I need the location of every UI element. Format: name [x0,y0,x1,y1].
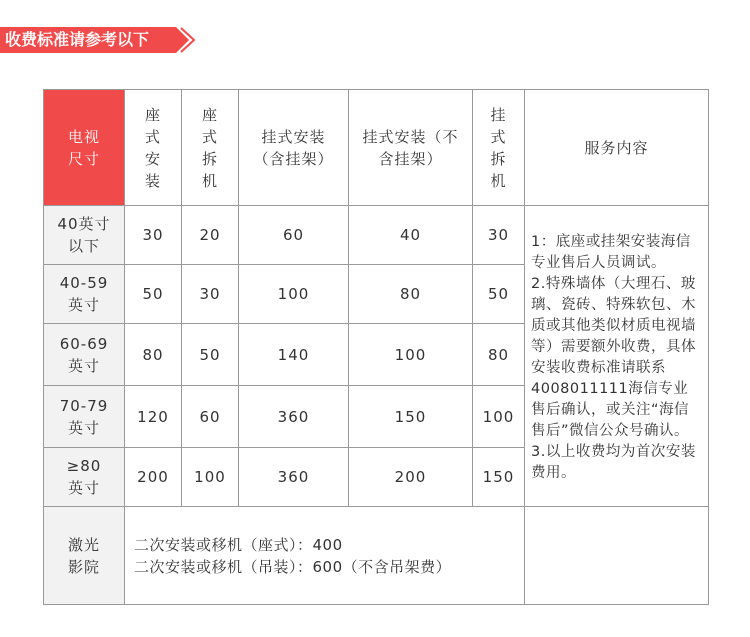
wall-remove-cell: 50 [473,265,525,324]
wall-without-cell: 150 [349,386,473,448]
header-wall-install-with-bracket: 挂式安装（含挂架） [239,90,349,206]
laser-info-cell [125,507,525,605]
service-description [525,206,709,507]
seat-remove-cell: 20 [182,206,239,265]
laser-line-hanging: 二次安装或移机（吊装）：600（不含吊架费） [134,557,452,576]
size-cell: 60-69英寸 [44,324,125,386]
header-seat-install: 座式安装 [125,90,182,206]
laser-line-seat: 二次安装或移机（座式）：400 [134,535,343,554]
seat-remove-cell: 60 [182,386,239,448]
wall-with-cell: 360 [239,448,349,507]
section-banner [0,27,198,53]
laser-label-cell: 激光影院 [44,507,125,605]
laser-empty-service-cell [525,507,709,605]
laser-row [44,507,709,605]
wall-remove-cell: 150 [473,448,525,507]
wall-without-cell: 40 [349,206,473,265]
seat-remove-cell: 50 [182,324,239,386]
service-item-1: 1：底座或挂架安装海信专业售后人员调试。 [531,234,691,271]
wall-remove-cell: 30 [473,206,525,265]
header-wall-install-without-bracket: 挂式安装（不含挂架） [349,90,473,206]
wall-with-cell: 360 [239,386,349,448]
seat-install-cell: 200 [125,448,182,507]
size-cell: 40-59英寸 [44,265,125,324]
size-cell: 70-79英寸 [44,386,125,448]
wall-without-cell: 200 [349,448,473,507]
size-cell: ≥80英寸 [44,448,125,507]
header-service: 服务内容 [525,90,709,206]
seat-install-cell: 30 [125,206,182,265]
service-item-2: 2.特殊墙体（大理石、玻璃、瓷砖、特殊软包、木质或其他类似材质电视墙等）需要额外收费，具体安装收费标准请联系4008011111海信专业售后确认，或关注“海信售后”微信公众号确认。 [531,276,696,439]
banner-title: 收费标准请参考以下 [5,30,150,49]
table-row [44,206,709,265]
seat-remove-cell: 30 [182,265,239,324]
wall-with-cell: 140 [239,324,349,386]
header-tv-size: 电视尺寸 [44,90,125,206]
wall-without-cell: 80 [349,265,473,324]
wall-remove-cell: 100 [473,386,525,448]
header-row [44,90,709,206]
wall-remove-cell: 80 [473,324,525,386]
seat-install-cell: 50 [125,265,182,324]
seat-install-cell: 80 [125,324,182,386]
header-seat-remove: 座式拆机 [182,90,239,206]
wall-with-cell: 60 [239,206,349,265]
header-wall-remove: 挂式拆机 [473,90,525,206]
wall-without-cell: 100 [349,324,473,386]
seat-install-cell: 120 [125,386,182,448]
seat-remove-cell: 100 [182,448,239,507]
service-item-3: 3.以上收费均为首次安装费用。 [531,444,696,481]
wall-with-cell: 100 [239,265,349,324]
price-table [43,89,709,605]
size-cell: 40英寸以下 [44,206,125,265]
